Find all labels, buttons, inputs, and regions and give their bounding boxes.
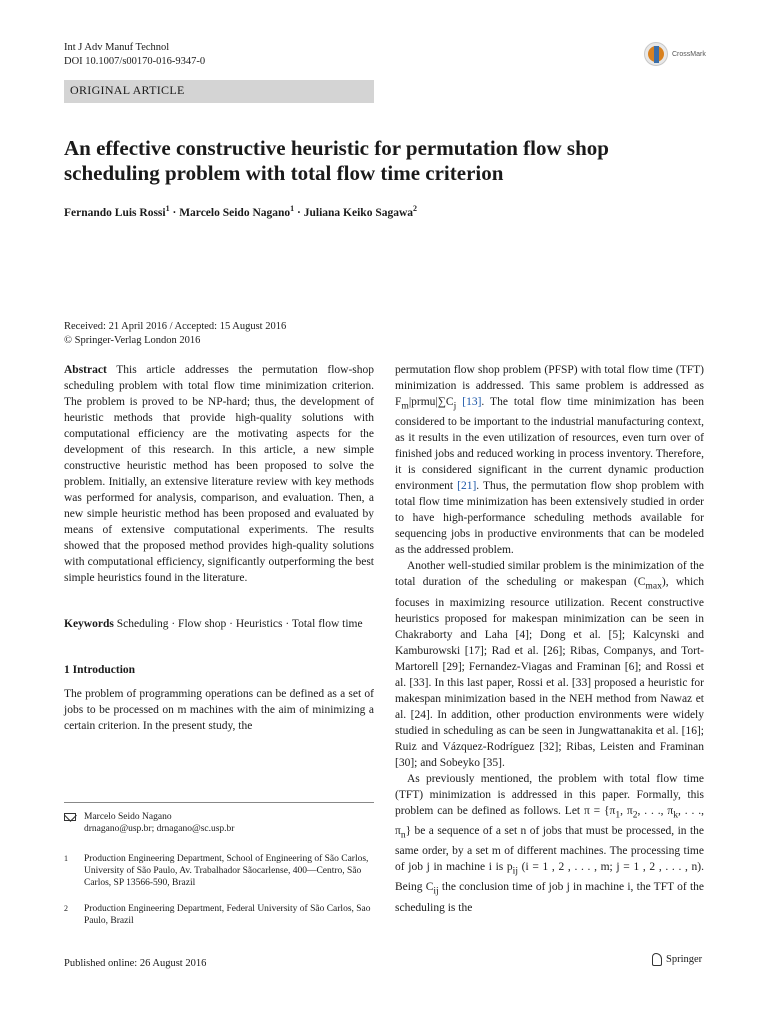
author-name[interactable]: Marcelo Seido Nagano <box>179 206 291 219</box>
keywords-text: Scheduling · Flow shop · Heuristics · Total flow time <box>116 618 363 630</box>
right-column <box>395 362 704 916</box>
crossmark-badge[interactable] <box>644 42 706 66</box>
affiliation-number: 2 <box>64 904 68 913</box>
abstract-text: This article addresses the permutation flow-shop scheduling problem with total flow time minimization criterion. The problem is proved to be NP-hard; thus, the development of heuristic methods that provide high-quality solutions with computational efficiency are the motivating aspects for the development of this research. In this article, a new simple constructive heuristic method has been proposed to solve the problem. Initially, an extensive literature review with key methods was performed for analysis, comparison, and evaluation. Then, a new simple heuristic method has been proposed and evaluated by means of extensive computational experiments. The results showed that the proposed method provides high-quality solutions with computational efficiency, significantly outperforming the best simple heuristics found in the literature. <box>64 364 374 584</box>
affiliation-text: Production Engineering Department, School of Engineering of São Carlos, University of São Paulo, Av. Trabalhador Sãocarlense, 400—Centro, São Carlos, SP 13566-590, Brazil <box>84 854 369 888</box>
envelope-icon <box>64 813 76 821</box>
copyright-notice: © Springer-Verlag London 2016 <box>64 335 201 346</box>
crossmark-label: CrossMark <box>672 50 706 58</box>
keywords-label: Keywords <box>64 618 114 630</box>
affiliation-number: 1 <box>64 854 68 863</box>
corresponding-author-name: Marcelo Seido Nagano <box>84 812 172 822</box>
paper-title: An effective constructive heuristic for permutation flow shop scheduling problem with total flow time criterion <box>64 136 609 185</box>
article-type-banner: ORIGINAL ARTICLE <box>64 80 374 103</box>
body-paragraph: As previously mentioned, the problem with total flow time (TFT) minimization is addressed in this paper. Formally, this problem can be defined as follows. Let $\pi = \{\pi_1$, $\pi_2$, . . ., $\pi_k$, . . ., $\pi_n$} be a sequence of a set n of jobs that must be processed, in the same order, by a set m of different machines. The processing time of job j in machine i is $p_{ij}$ (i = 1 , 2 , . . . , m; j = 1 , 2 , . . . , n). Being $C_{ij}$ the conclusion time of job j in machine i, the TFT of the scheduling is the <box>395 772 704 914</box>
author-list: Fernando Luis Rossi$^1$ · Marcelo Seido Nagano$^1$ · Juliana Keiko Sagawa$^2$ <box>64 204 418 219</box>
published-date: Published online: 26 August 2016 <box>64 958 207 969</box>
abstract-label: Abstract <box>64 364 107 376</box>
journal-name: Int J Adv Manuf Technol <box>64 42 170 53</box>
citation-link[interactable]: [13] <box>462 396 482 408</box>
citation-link[interactable]: [21] <box>457 480 477 493</box>
author-affiliation-mark: 1 <box>165 204 170 213</box>
corresponding-author-email[interactable]: drnagano@usp.br; drnagano@sc.usp.br <box>84 824 235 834</box>
corresponding-author <box>64 811 374 835</box>
section-heading-introduction: 1 Introduction <box>64 664 136 676</box>
author-name[interactable]: Juliana Keiko Sagawa <box>303 206 414 219</box>
affiliation <box>64 853 374 889</box>
introduction-text: The problem of programming operations can be defined as a set of jobs to be processed on m machines with the aim of minimizing a certain criterion. In the present study, the <box>64 688 374 732</box>
affiliation <box>64 903 374 927</box>
footnotes <box>64 802 374 941</box>
body-paragraph: Another well-studied similar problem is the minimization of the total duration of the scheduling or makespan $(C_{max})$, which focuses in maximizing resource utilization. Recent constructive heuristics proposed for makespan minimization can be seen in Chakraborty and Laha [4]; Dong et al. [5]; Kalcynski and Kamburowski [17]; Rad et al. [26]; Ribas, Companys, and Tort-Martorell [29]; Fernandez-Viagas and Framinan [6]; and Rossi et al. [33]. In this last paper, Rossi et al. [33] proposed a heuristic for makespan minimization based in the NEH method from Nawaz et al. [24]. In addition, other production environments were widely studied in scheduling as can be seen in Jungwattanakita et al. [16]; Ruiz and Vázquez-Rodríguez [32]; Ribas, Leisten and Framinan [30]; and Sobeyko [35]. <box>395 560 705 769</box>
body-paragraph: permutation flow shop problem (PFSP) with total flow time (TFT) minimization is addressed. This same problem is addressed as $F_m|prmu|\sum C_j$ [13]. The total flow time minimization has been considered to be important to the industrial manufacturing context, as it results in the even utilization of resources, even turn over of finished jobs and reduced working in process inventory. Therefore, it is considered significant in the current dynamic production environment [21]. Thus, the permutation flow shop problem with total flow time minimization has been extensively studied in order to have high-performance scheduling methods available for sequencing jobs in productive environments that can be modeled as the addressed problem. <box>395 364 705 557</box>
received-accepted-dates: Received: 21 April 2016 / Accepted: 15 August 2016 <box>64 321 287 332</box>
journal-header <box>64 41 205 69</box>
article-dates <box>64 320 286 348</box>
keywords-paragraph <box>64 616 374 632</box>
left-column <box>64 362 374 734</box>
springer-horse-icon <box>650 952 662 966</box>
abstract-paragraph <box>64 362 374 586</box>
author-affiliation-mark: 2 <box>413 204 418 213</box>
author-name[interactable]: Fernando Luis Rossi <box>64 206 166 219</box>
publisher-logo <box>650 952 702 966</box>
author-affiliation-mark: 1 <box>290 204 295 213</box>
publisher-name: Springer <box>666 953 703 965</box>
crossmark-icon <box>644 42 668 66</box>
affiliation-text: Production Engineering Department, Federal University of São Carlos, Sao Paulo, Brazil <box>84 904 371 926</box>
doi[interactable]: DOI 10.1007/s00170-016-9347-0 <box>64 56 206 67</box>
